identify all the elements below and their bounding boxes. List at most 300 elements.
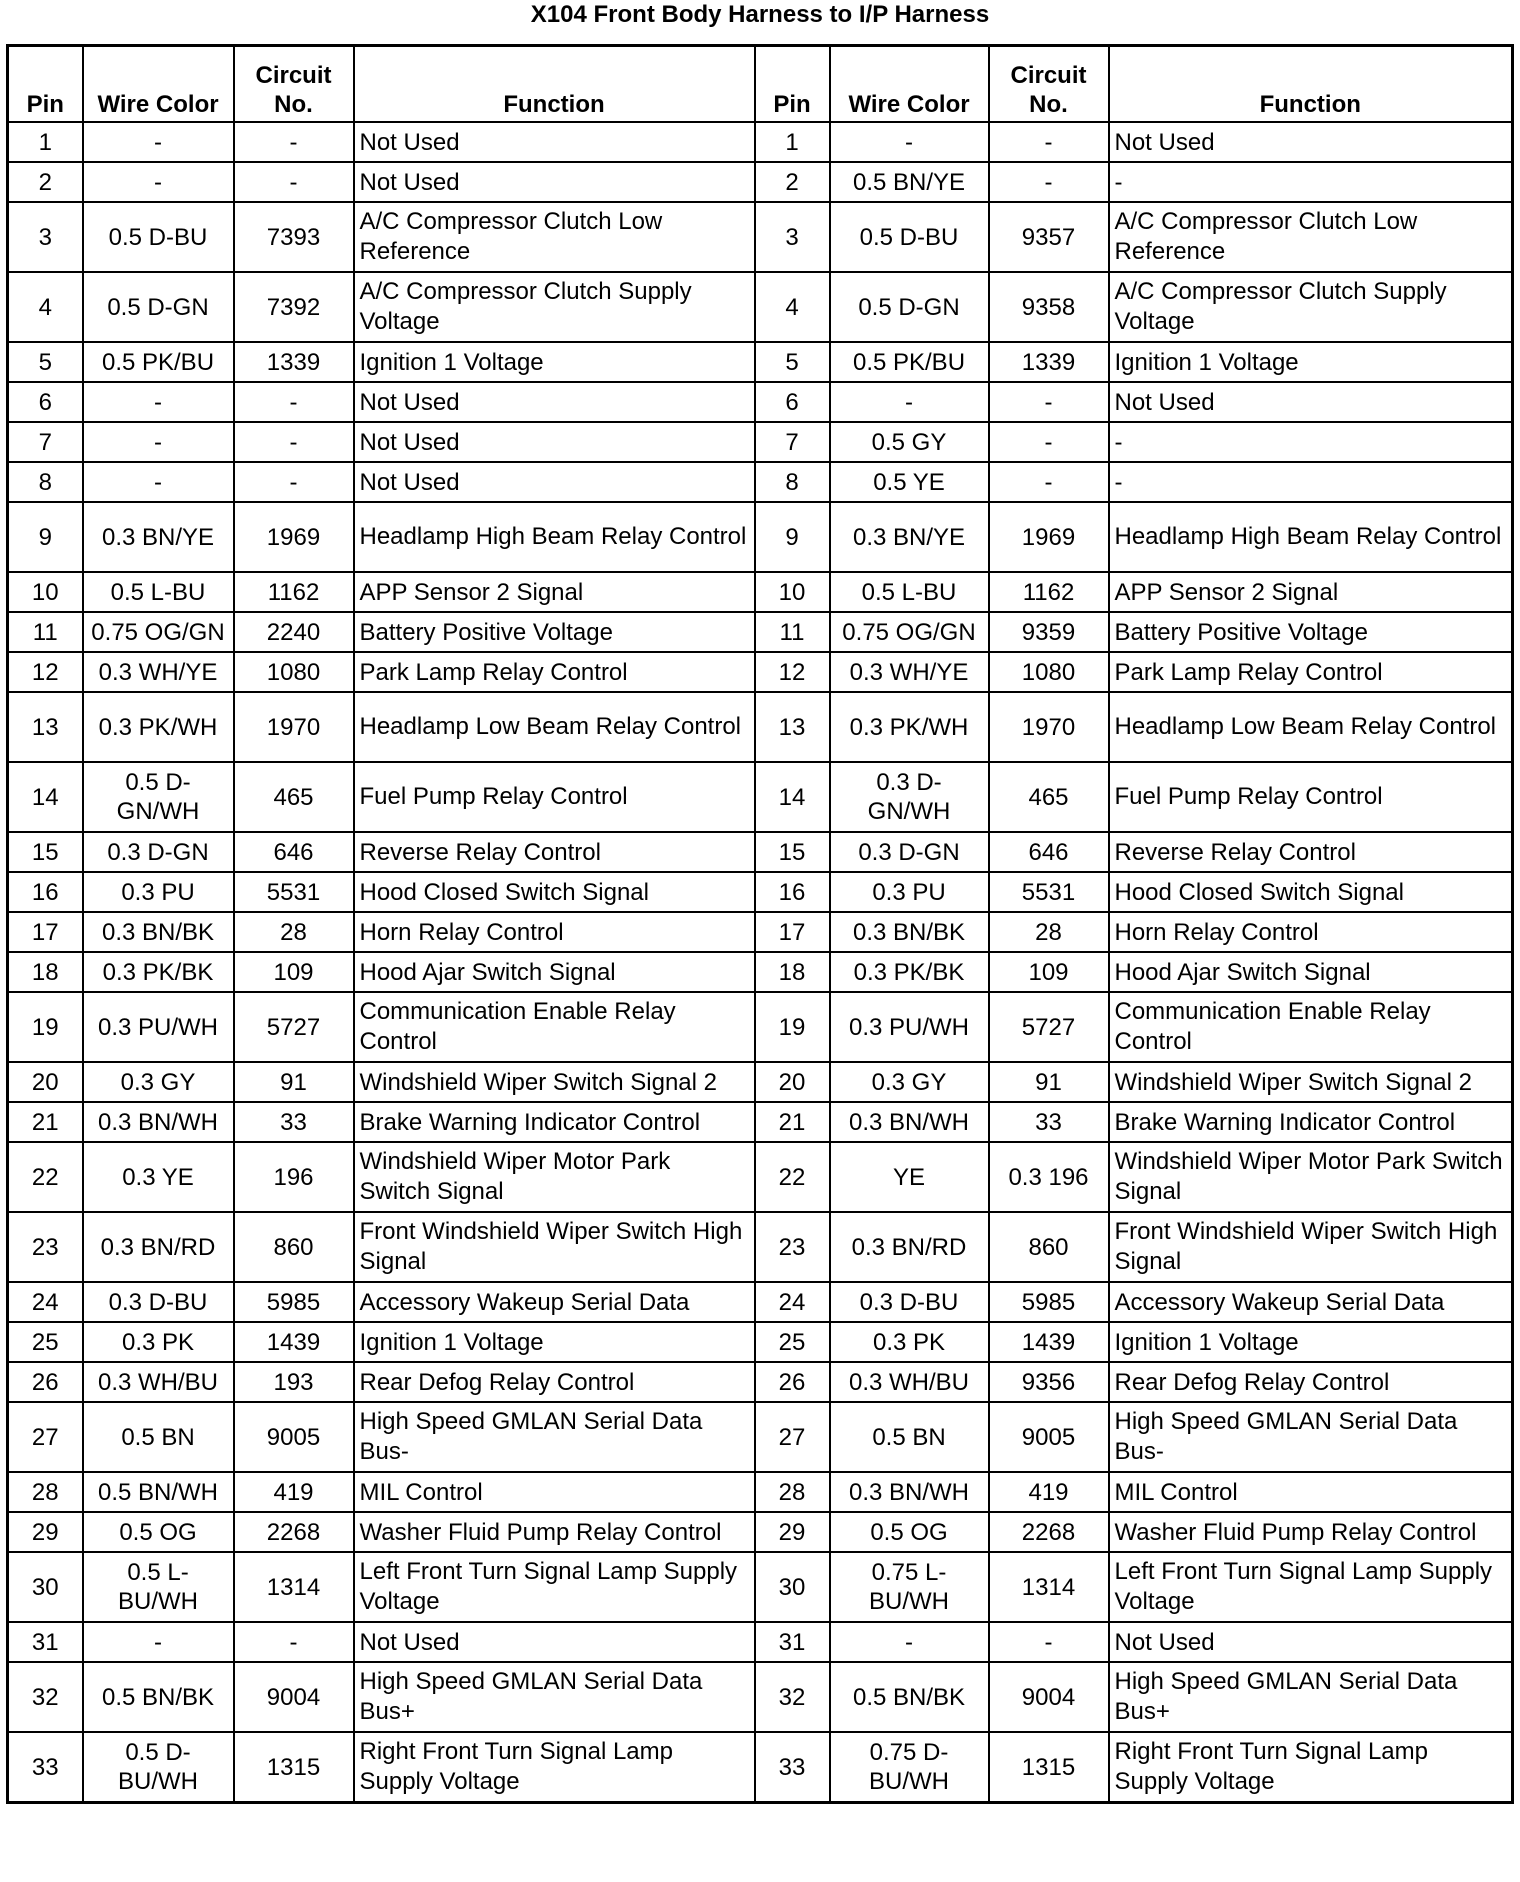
right-circuit-cell: - xyxy=(989,422,1109,462)
right-circuit-cell: - xyxy=(989,382,1109,422)
table-row xyxy=(8,832,1513,872)
left-wire-color-cell: - xyxy=(83,382,234,422)
table-row xyxy=(8,1102,1513,1142)
left-pin-cell: 3 xyxy=(8,202,83,272)
right-circuit-cell: 9358 xyxy=(989,272,1109,342)
left-circuit-cell: 2240 xyxy=(234,612,354,652)
table-row xyxy=(8,1142,1513,1212)
left-function-cell: High Speed GMLAN Serial Data Bus- xyxy=(354,1402,755,1472)
left-circuit-cell: 2268 xyxy=(234,1512,354,1552)
left-pin-cell: 20 xyxy=(8,1062,83,1102)
right-function-cell: Front Windshield Wiper Switch High Signal xyxy=(1109,1212,1513,1282)
left-wire-color-cell: 0.5 BN xyxy=(83,1402,234,1472)
left-circuit-cell: 1314 xyxy=(234,1552,354,1622)
right-wire-color-cell: 0.5 GY xyxy=(830,422,989,462)
right-function-cell: MIL Control xyxy=(1109,1472,1513,1512)
right-function-cell: Communication Enable Relay Control xyxy=(1109,992,1513,1062)
left-circuit-cell: 646 xyxy=(234,832,354,872)
left-wire-color-cell: 0.5 D-GN/WH xyxy=(83,762,234,832)
left-wire-color-cell: 0.5 L-BU/WH xyxy=(83,1552,234,1622)
table-row xyxy=(8,202,1513,272)
right-circuit-cell: - xyxy=(989,162,1109,202)
right-function-cell: A/C Compressor Clutch Low Reference xyxy=(1109,202,1513,272)
right-circuit-cell: 9357 xyxy=(989,202,1109,272)
right-function-cell: Battery Positive Voltage xyxy=(1109,612,1513,652)
left-pin-cell: 24 xyxy=(8,1282,83,1322)
right-wire-color-cell: 0.3 BN/YE xyxy=(830,502,989,572)
left-pin-cell: 5 xyxy=(8,342,83,382)
left-wire-color-cell: 0.3 D-BU xyxy=(83,1282,234,1322)
right-pin-cell: 9 xyxy=(755,502,830,572)
right-pin-cell: 10 xyxy=(755,572,830,612)
right-function-cell: Ignition 1 Voltage xyxy=(1109,1322,1513,1362)
left-function-cell: A/C Compressor Clutch Low Reference xyxy=(354,202,755,272)
right-function-cell: High Speed GMLAN Serial Data Bus+ xyxy=(1109,1662,1513,1732)
left-wire-color-cell: - xyxy=(83,1622,234,1662)
right-function-cell: Reverse Relay Control xyxy=(1109,832,1513,872)
left-wire-color-cell: - xyxy=(83,162,234,202)
table-row xyxy=(8,382,1513,422)
left-function-cell: Ignition 1 Voltage xyxy=(354,1322,755,1362)
col-header-pin: Pin xyxy=(755,46,830,123)
left-circuit-cell: - xyxy=(234,422,354,462)
left-wire-color-cell: - xyxy=(83,462,234,502)
right-wire-color-cell: 0.3 D-GN xyxy=(830,832,989,872)
right-pin-cell: 13 xyxy=(755,692,830,762)
left-function-cell: Reverse Relay Control xyxy=(354,832,755,872)
right-function-cell: Not Used xyxy=(1109,382,1513,422)
left-circuit-cell: 109 xyxy=(234,952,354,992)
right-wire-color-cell: 0.3 BN/WH xyxy=(830,1472,989,1512)
left-function-cell: Headlamp Low Beam Relay Control xyxy=(354,692,755,762)
right-wire-color-cell: 0.3 BN/BK xyxy=(830,912,989,952)
table-row xyxy=(8,1622,1513,1662)
left-wire-color-cell: 0.3 WH/BU xyxy=(83,1362,234,1402)
table-row xyxy=(8,762,1513,832)
left-wire-color-cell: 0.75 OG/GN xyxy=(83,612,234,652)
left-function-cell: Rear Defog Relay Control xyxy=(354,1362,755,1402)
left-circuit-cell: 5985 xyxy=(234,1282,354,1322)
right-circuit-cell: 9005 xyxy=(989,1402,1109,1472)
right-circuit-cell: 646 xyxy=(989,832,1109,872)
left-function-cell: Ignition 1 Voltage xyxy=(354,342,755,382)
left-function-cell: Hood Closed Switch Signal xyxy=(354,872,755,912)
table-row xyxy=(8,272,1513,342)
left-circuit-cell: 9005 xyxy=(234,1402,354,1472)
left-wire-color-cell: 0.3 PK/WH xyxy=(83,692,234,762)
right-pin-cell: 23 xyxy=(755,1212,830,1282)
right-circuit-cell: 9359 xyxy=(989,612,1109,652)
left-wire-color-cell: 0.5 PK/BU xyxy=(83,342,234,382)
left-wire-color-cell: 0.5 BN/WH xyxy=(83,1472,234,1512)
left-circuit-cell: - xyxy=(234,122,354,162)
left-circuit-cell: 7392 xyxy=(234,272,354,342)
left-circuit-cell: - xyxy=(234,382,354,422)
right-circuit-cell: 2268 xyxy=(989,1512,1109,1552)
left-wire-color-cell: 0.3 BN/BK xyxy=(83,912,234,952)
col-header-circuit-no: Circuit No. xyxy=(234,46,354,123)
table-row xyxy=(8,992,1513,1062)
right-pin-cell: 25 xyxy=(755,1322,830,1362)
table-row xyxy=(8,872,1513,912)
left-function-cell: Washer Fluid Pump Relay Control xyxy=(354,1512,755,1552)
left-pin-cell: 16 xyxy=(8,872,83,912)
right-wire-color-cell: - xyxy=(830,122,989,162)
right-circuit-cell: 1315 xyxy=(989,1732,1109,1803)
left-function-cell: Not Used xyxy=(354,162,755,202)
right-wire-color-cell: 0.5 PK/BU xyxy=(830,342,989,382)
left-pin-cell: 15 xyxy=(8,832,83,872)
right-pin-cell: 21 xyxy=(755,1102,830,1142)
right-function-cell: Rear Defog Relay Control xyxy=(1109,1362,1513,1402)
left-wire-color-cell: 0.5 OG xyxy=(83,1512,234,1552)
left-function-cell: MIL Control xyxy=(354,1472,755,1512)
right-wire-color-cell: 0.75 D-BU/WH xyxy=(830,1732,989,1803)
table-row xyxy=(8,1282,1513,1322)
right-pin-cell: 14 xyxy=(755,762,830,832)
left-function-cell: A/C Compressor Clutch Supply Voltage xyxy=(354,272,755,342)
left-circuit-cell: 91 xyxy=(234,1062,354,1102)
right-pin-cell: 4 xyxy=(755,272,830,342)
table-row xyxy=(8,1662,1513,1732)
left-pin-cell: 4 xyxy=(8,272,83,342)
left-wire-color-cell: 0.3 PK xyxy=(83,1322,234,1362)
left-circuit-cell: - xyxy=(234,1622,354,1662)
left-wire-color-cell: 0.5 BN/BK xyxy=(83,1662,234,1732)
left-function-cell: Front Windshield Wiper Switch High Signal xyxy=(354,1212,755,1282)
right-circuit-cell: 465 xyxy=(989,762,1109,832)
left-wire-color-cell: 0.3 YE xyxy=(83,1142,234,1212)
left-function-cell: Hood Ajar Switch Signal xyxy=(354,952,755,992)
left-pin-cell: 27 xyxy=(8,1402,83,1472)
table-row xyxy=(8,422,1513,462)
left-pin-cell: 32 xyxy=(8,1662,83,1732)
right-circuit-cell: 91 xyxy=(989,1062,1109,1102)
right-function-cell: Brake Warning Indicator Control xyxy=(1109,1102,1513,1142)
left-pin-cell: 33 xyxy=(8,1732,83,1803)
left-pin-cell: 10 xyxy=(8,572,83,612)
right-circuit-cell: 1080 xyxy=(989,652,1109,692)
table-row xyxy=(8,1322,1513,1362)
left-circuit-cell: 9004 xyxy=(234,1662,354,1732)
right-wire-color-cell: 0.75 OG/GN xyxy=(830,612,989,652)
right-wire-color-cell: 0.3 PU/WH xyxy=(830,992,989,1062)
left-wire-color-cell: - xyxy=(83,122,234,162)
right-wire-color-cell: 0.3 PU xyxy=(830,872,989,912)
left-function-cell: Fuel Pump Relay Control xyxy=(354,762,755,832)
right-circuit-cell: 419 xyxy=(989,1472,1109,1512)
right-pin-cell: 31 xyxy=(755,1622,830,1662)
right-wire-color-cell: 0.3 PK xyxy=(830,1322,989,1362)
col-header-circuit-no: Circuit No. xyxy=(989,46,1109,123)
table-row xyxy=(8,1402,1513,1472)
left-function-cell: Battery Positive Voltage xyxy=(354,612,755,652)
left-pin-cell: 2 xyxy=(8,162,83,202)
right-circuit-cell: 33 xyxy=(989,1102,1109,1142)
right-function-cell: Windshield Wiper Switch Signal 2 xyxy=(1109,1062,1513,1102)
right-wire-color-cell: 0.3 GY xyxy=(830,1062,989,1102)
left-wire-color-cell: 0.3 GY xyxy=(83,1062,234,1102)
left-wire-color-cell: 0.3 PU/WH xyxy=(83,992,234,1062)
right-circuit-cell: 109 xyxy=(989,952,1109,992)
right-function-cell: Ignition 1 Voltage xyxy=(1109,342,1513,382)
right-function-cell: Hood Ajar Switch Signal xyxy=(1109,952,1513,992)
left-pin-cell: 13 xyxy=(8,692,83,762)
right-pin-cell: 26 xyxy=(755,1362,830,1402)
left-function-cell: APP Sensor 2 Signal xyxy=(354,572,755,612)
right-function-cell: - xyxy=(1109,462,1513,502)
right-circuit-cell: 0.3 196 xyxy=(989,1142,1109,1212)
left-pin-cell: 8 xyxy=(8,462,83,502)
left-function-cell: Not Used xyxy=(354,122,755,162)
table-row xyxy=(8,1212,1513,1282)
right-wire-color-cell: 0.3 PK/BK xyxy=(830,952,989,992)
right-pin-cell: 20 xyxy=(755,1062,830,1102)
right-function-cell: Headlamp High Beam Relay Control xyxy=(1109,502,1513,572)
left-wire-color-cell: 0.5 L-BU xyxy=(83,572,234,612)
left-pin-cell: 26 xyxy=(8,1362,83,1402)
left-circuit-cell: 1315 xyxy=(234,1732,354,1803)
left-wire-color-cell: 0.5 D-BU/WH xyxy=(83,1732,234,1803)
left-wire-color-cell: 0.3 BN/WH xyxy=(83,1102,234,1142)
right-circuit-cell: 5985 xyxy=(989,1282,1109,1322)
left-circuit-cell: 196 xyxy=(234,1142,354,1212)
left-circuit-cell: 5727 xyxy=(234,992,354,1062)
left-function-cell: Not Used xyxy=(354,422,755,462)
right-function-cell: APP Sensor 2 Signal xyxy=(1109,572,1513,612)
right-pin-cell: 6 xyxy=(755,382,830,422)
left-function-cell: Not Used xyxy=(354,462,755,502)
right-pin-cell: 2 xyxy=(755,162,830,202)
table-row xyxy=(8,692,1513,762)
left-circuit-cell: 5531 xyxy=(234,872,354,912)
table-row xyxy=(8,1512,1513,1552)
left-circuit-cell: - xyxy=(234,162,354,202)
right-wire-color-cell: 0.3 BN/WH xyxy=(830,1102,989,1142)
right-circuit-cell: - xyxy=(989,462,1109,502)
right-function-cell: Horn Relay Control xyxy=(1109,912,1513,952)
right-circuit-cell: 28 xyxy=(989,912,1109,952)
left-function-cell: Not Used xyxy=(354,1622,755,1662)
left-wire-color-cell: 0.3 D-GN xyxy=(83,832,234,872)
left-pin-cell: 11 xyxy=(8,612,83,652)
table-row xyxy=(8,1472,1513,1512)
left-wire-color-cell: 0.3 BN/RD xyxy=(83,1212,234,1282)
right-circuit-cell: 9004 xyxy=(989,1662,1109,1732)
header-row xyxy=(8,46,1513,123)
right-circuit-cell: 1969 xyxy=(989,502,1109,572)
right-pin-cell: 3 xyxy=(755,202,830,272)
left-function-cell: Windshield Wiper Switch Signal 2 xyxy=(354,1062,755,1102)
left-function-cell: Horn Relay Control xyxy=(354,912,755,952)
left-pin-cell: 6 xyxy=(8,382,83,422)
table-body xyxy=(8,122,1513,1803)
left-function-cell: Not Used xyxy=(354,382,755,422)
table-row xyxy=(8,952,1513,992)
left-pin-cell: 23 xyxy=(8,1212,83,1282)
table-row xyxy=(8,162,1513,202)
table-row xyxy=(8,1362,1513,1402)
left-pin-cell: 14 xyxy=(8,762,83,832)
left-wire-color-cell: 0.3 PU xyxy=(83,872,234,912)
left-circuit-cell: 1339 xyxy=(234,342,354,382)
right-function-cell: Park Lamp Relay Control xyxy=(1109,652,1513,692)
table-row xyxy=(8,462,1513,502)
col-header-function: Function xyxy=(354,46,755,123)
right-pin-cell: 29 xyxy=(755,1512,830,1552)
left-function-cell: Right Front Turn Signal Lamp Supply Voltage xyxy=(354,1732,755,1803)
right-function-cell: - xyxy=(1109,422,1513,462)
right-wire-color-cell: 0.5 OG xyxy=(830,1512,989,1552)
left-function-cell: High Speed GMLAN Serial Data Bus+ xyxy=(354,1662,755,1732)
right-wire-color-cell: 0.3 WH/YE xyxy=(830,652,989,692)
col-header-wire-color: Wire Color xyxy=(83,46,234,123)
left-circuit-cell: 1969 xyxy=(234,502,354,572)
right-wire-color-cell: 0.3 BN/RD xyxy=(830,1212,989,1282)
right-circuit-cell: 1970 xyxy=(989,692,1109,762)
right-function-cell: Washer Fluid Pump Relay Control xyxy=(1109,1512,1513,1552)
left-pin-cell: 18 xyxy=(8,952,83,992)
right-pin-cell: 16 xyxy=(755,872,830,912)
left-circuit-cell: 419 xyxy=(234,1472,354,1512)
left-circuit-cell: - xyxy=(234,462,354,502)
table-row xyxy=(8,612,1513,652)
left-function-cell: Windshield Wiper Motor Park Switch Signal xyxy=(354,1142,755,1212)
right-circuit-cell: 1339 xyxy=(989,342,1109,382)
right-pin-cell: 24 xyxy=(755,1282,830,1322)
left-function-cell: Headlamp High Beam Relay Control xyxy=(354,502,755,572)
left-function-cell: Brake Warning Indicator Control xyxy=(354,1102,755,1142)
right-circuit-cell: 860 xyxy=(989,1212,1109,1282)
right-pin-cell: 19 xyxy=(755,992,830,1062)
right-wire-color-cell: - xyxy=(830,382,989,422)
pinout-table xyxy=(6,44,1514,1804)
col-header-wire-color: Wire Color xyxy=(830,46,989,123)
left-pin-cell: 31 xyxy=(8,1622,83,1662)
right-pin-cell: 7 xyxy=(755,422,830,462)
table-row xyxy=(8,122,1513,162)
left-pin-cell: 9 xyxy=(8,502,83,572)
table-row xyxy=(8,1062,1513,1102)
right-pin-cell: 11 xyxy=(755,612,830,652)
left-wire-color-cell: 0.3 PK/BK xyxy=(83,952,234,992)
right-pin-cell: 12 xyxy=(755,652,830,692)
right-pin-cell: 32 xyxy=(755,1662,830,1732)
right-wire-color-cell: 0.5 YE xyxy=(830,462,989,502)
right-wire-color-cell: 0.3 D-GN/WH xyxy=(830,762,989,832)
left-function-cell: Accessory Wakeup Serial Data xyxy=(354,1282,755,1322)
right-function-cell: Windshield Wiper Motor Park Switch Signal xyxy=(1109,1142,1513,1212)
left-function-cell: Communication Enable Relay Control xyxy=(354,992,755,1062)
left-pin-cell: 1 xyxy=(8,122,83,162)
left-function-cell: Park Lamp Relay Control xyxy=(354,652,755,692)
left-circuit-cell: 193 xyxy=(234,1362,354,1402)
left-wire-color-cell: 0.5 D-BU xyxy=(83,202,234,272)
right-circuit-cell: 1162 xyxy=(989,572,1109,612)
right-wire-color-cell: 0.75 L-BU/WH xyxy=(830,1552,989,1622)
left-circuit-cell: 1162 xyxy=(234,572,354,612)
left-wire-color-cell: 0.3 BN/YE xyxy=(83,502,234,572)
right-function-cell: High Speed GMLAN Serial Data Bus- xyxy=(1109,1402,1513,1472)
table-row xyxy=(8,572,1513,612)
right-circuit-cell: 5531 xyxy=(989,872,1109,912)
right-pin-cell: 1 xyxy=(755,122,830,162)
left-circuit-cell: 465 xyxy=(234,762,354,832)
table-row xyxy=(8,912,1513,952)
left-pin-cell: 21 xyxy=(8,1102,83,1142)
left-circuit-cell: 860 xyxy=(234,1212,354,1282)
table-row xyxy=(8,1552,1513,1622)
right-wire-color-cell: 0.3 WH/BU xyxy=(830,1362,989,1402)
left-function-cell: Left Front Turn Signal Lamp Supply Voltage xyxy=(354,1552,755,1622)
right-circuit-cell: - xyxy=(989,1622,1109,1662)
right-pin-cell: 33 xyxy=(755,1732,830,1803)
page-title: X104 Front Body Harness to I/P Harness xyxy=(530,1,990,28)
right-wire-color-cell: 0.5 D-BU xyxy=(830,202,989,272)
right-function-cell: A/C Compressor Clutch Supply Voltage xyxy=(1109,272,1513,342)
right-function-cell: Hood Closed Switch Signal xyxy=(1109,872,1513,912)
left-circuit-cell: 28 xyxy=(234,912,354,952)
right-function-cell: Left Front Turn Signal Lamp Supply Voltage xyxy=(1109,1552,1513,1622)
left-wire-color-cell: 0.5 D-GN xyxy=(83,272,234,342)
right-wire-color-cell: 0.5 BN xyxy=(830,1402,989,1472)
left-wire-color-cell: - xyxy=(83,422,234,462)
right-wire-color-cell: YE xyxy=(830,1142,989,1212)
right-function-cell: Fuel Pump Relay Control xyxy=(1109,762,1513,832)
table-row xyxy=(8,502,1513,572)
left-pin-cell: 30 xyxy=(8,1552,83,1622)
left-pin-cell: 29 xyxy=(8,1512,83,1552)
right-wire-color-cell: - xyxy=(830,1622,989,1662)
right-pin-cell: 27 xyxy=(755,1402,830,1472)
right-circuit-cell: 1314 xyxy=(989,1552,1109,1622)
col-header-function: Function xyxy=(1109,46,1513,123)
right-wire-color-cell: 0.3 D-BU xyxy=(830,1282,989,1322)
left-circuit-cell: 1970 xyxy=(234,692,354,762)
right-pin-cell: 22 xyxy=(755,1142,830,1212)
right-circuit-cell: 1439 xyxy=(989,1322,1109,1362)
table-row xyxy=(8,342,1513,382)
left-circuit-cell: 1080 xyxy=(234,652,354,692)
right-pin-cell: 17 xyxy=(755,912,830,952)
right-function-cell: Accessory Wakeup Serial Data xyxy=(1109,1282,1513,1322)
left-pin-cell: 12 xyxy=(8,652,83,692)
right-pin-cell: 18 xyxy=(755,952,830,992)
table-row xyxy=(8,1732,1513,1803)
right-circuit-cell: - xyxy=(989,122,1109,162)
left-circuit-cell: 33 xyxy=(234,1102,354,1142)
right-pin-cell: 5 xyxy=(755,342,830,382)
right-pin-cell: 30 xyxy=(755,1552,830,1622)
right-wire-color-cell: 0.5 BN/BK xyxy=(830,1662,989,1732)
right-wire-color-cell: 0.3 PK/WH xyxy=(830,692,989,762)
right-wire-color-cell: 0.5 L-BU xyxy=(830,572,989,612)
right-pin-cell: 8 xyxy=(755,462,830,502)
right-function-cell: Not Used xyxy=(1109,122,1513,162)
table-row xyxy=(8,652,1513,692)
left-circuit-cell: 7393 xyxy=(234,202,354,272)
left-pin-cell: 17 xyxy=(8,912,83,952)
right-wire-color-cell: 0.5 BN/YE xyxy=(830,162,989,202)
left-pin-cell: 22 xyxy=(8,1142,83,1212)
right-wire-color-cell: 0.5 D-GN xyxy=(830,272,989,342)
right-function-cell: Right Front Turn Signal Lamp Supply Voltage xyxy=(1109,1732,1513,1803)
left-pin-cell: 25 xyxy=(8,1322,83,1362)
right-pin-cell: 28 xyxy=(755,1472,830,1512)
col-header-pin: Pin xyxy=(8,46,83,123)
right-function-cell: Headlamp Low Beam Relay Control xyxy=(1109,692,1513,762)
left-circuit-cell: 1439 xyxy=(234,1322,354,1362)
